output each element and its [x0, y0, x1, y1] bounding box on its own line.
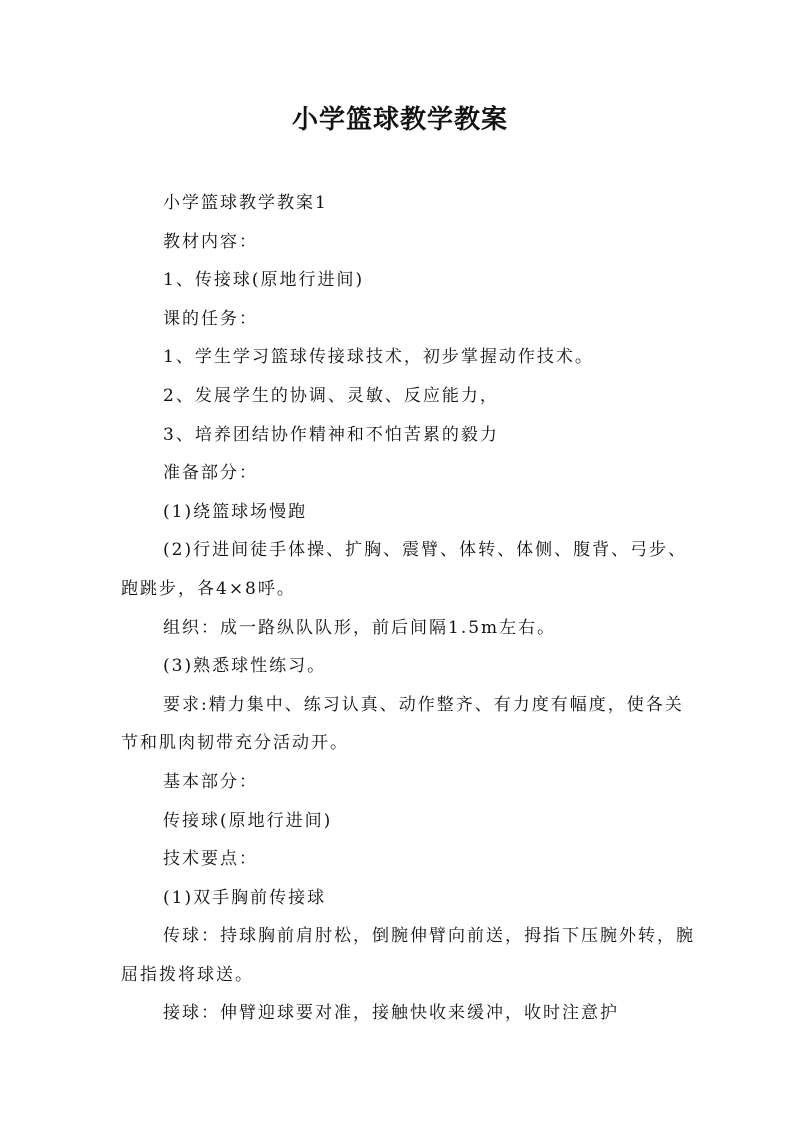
paragraph: (3)熟悉球性练习。	[163, 656, 327, 677]
paragraph: 接球：伸臂迎球要对准，接触快收来缓冲，收时注意护	[163, 1003, 619, 1024]
page-title: 小学篮球教学教案	[291, 105, 508, 135]
paragraph: (2)行进间徒手体操、扩胸、震臂、体转、体侧、腹背、弓步、跑跳步，各4×8呼。	[121, 540, 688, 599]
paragraph: (1)双手胸前传接球	[163, 887, 327, 908]
paragraph: 1、学生学习篮球传接球技术，初步掌握动作技术。	[163, 347, 594, 368]
paragraph: 传接球(原地行进间)	[163, 810, 333, 831]
paragraph: 课的任务：	[163, 308, 258, 329]
paragraph: 传球：持球胸前肩肘松，倒腕伸臂向前送，拇指下压腕外转，腕屈指拨将球送。	[121, 926, 695, 985]
paragraph: 3、培养团结协作精神和不怕苦累的毅力	[163, 424, 499, 445]
paragraph: 1、传接球(原地行进间)	[163, 270, 365, 291]
paragraph: 2、发展学生的协调、灵敏、反应能力，	[163, 385, 499, 406]
document-body	[121, 184, 697, 1033]
paragraph: 基本部分：	[163, 771, 258, 792]
paragraph: 技术要点：	[163, 849, 258, 870]
paragraph: 要求:精力集中、练习认真、动作整齐、有力度有幅度，使各关节和肌肉韧带充分活动开。	[121, 694, 684, 754]
paragraph: 教材内容：	[163, 231, 258, 252]
paragraph: 准备部分：	[163, 463, 258, 484]
paragraph: (1)绕篮球场慢跑	[163, 501, 308, 522]
section-heading: 小学篮球教学教案1	[163, 193, 328, 213]
paragraph: 组织：成一路纵队队形，前后间隔1.5m左右。	[163, 617, 557, 638]
